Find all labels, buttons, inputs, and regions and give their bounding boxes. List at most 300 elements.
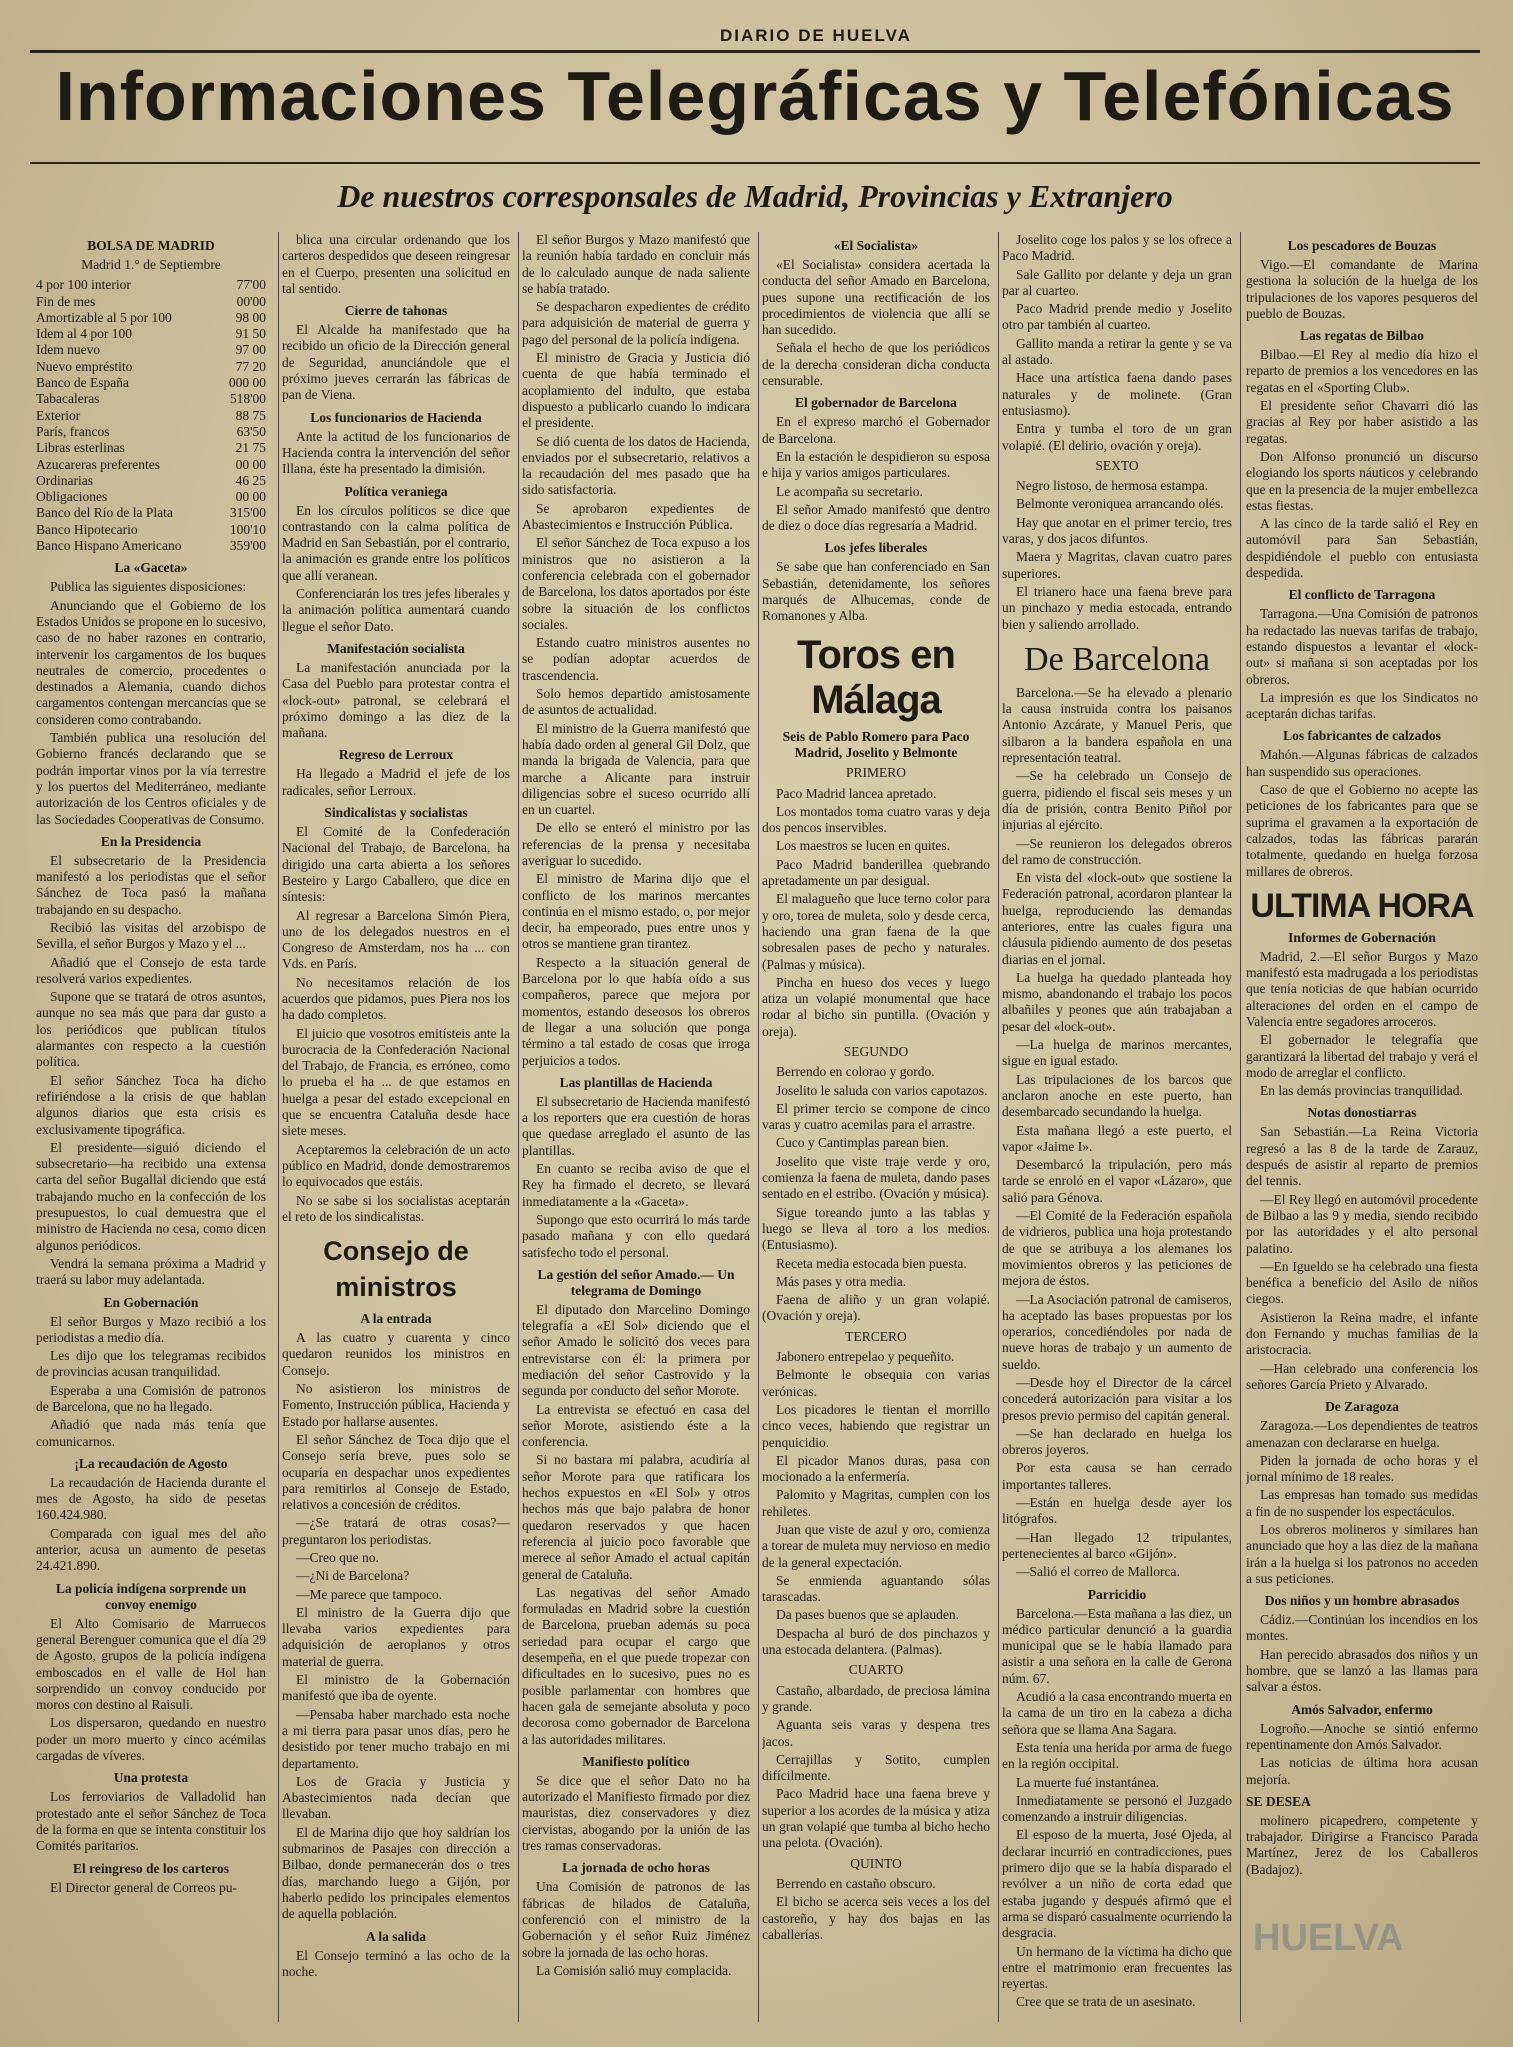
stock-name: Obligaciones (36, 489, 108, 505)
article-body (522, 1879, 750, 1979)
paragraph: La impresión es que los Sindicatos no aceptarán dichas tarifas. (1246, 689, 1478, 722)
paragraph: La muerte fué instantánea. (1016, 1774, 1160, 1790)
stock-row (36, 310, 266, 326)
paragraph: El esposo de la muerta, José Ojeda, al declarar incurrió en contradicciones, pues primero dijo que se la había disparado el revólver a un niño de corta edad que estaba jugando y después afirmó que el arma se disparó casualmente ocurriendo la desgracia. (1002, 1827, 1232, 1941)
paragraph: Conferenciarán los tres jefes liberales y la animación política aumentará cuando llegue el señor Dato. (282, 586, 510, 634)
paragraph: Se dió cuenta de los datos de Hacienda, enviados por el subsecretario, relativos a la recaudación del mes pasado que ha sido satisfactoria. (522, 433, 750, 498)
masthead (30, 24, 1480, 53)
paragraph: Joselito le saluda con varios capotazos. (776, 1082, 988, 1098)
stock-price: 100'10 (229, 521, 266, 537)
paragraph: blica una circular ordenando que los carteros despedidos que deseen reingresar en el Cuerpo, presenten una solicitud en tal sentido. (282, 232, 510, 296)
paragraph: Belmonte le obsequia con varias verónicas. (762, 1367, 990, 1399)
dateline: Madrid 1.° de Septiembre (81, 257, 221, 272)
column-5 (1002, 232, 1232, 2032)
paragraph: El señor Sánchez de Toca dijo que el Consejo sería breve, pues solo se ocuparía en despachar unos expedientes para remitirlos al Consejo de Estado, relativos a concesión de créditos. (282, 1431, 510, 1513)
paragraph: Madrid, 2.—El señor Burgos y Mazo manifestó esta madrugada a los periodistas que tenía noticias de que habían ocurrido alteraciones del orden en el campo de Valencia entre segadores arroceros. (1246, 948, 1478, 1029)
paragraph: El ministro de la Guerra manifestó que había dado orden al general Gil Dolz, que manda la brigada de Valencia, para que marche a Alicante para instruir diligencias sobre el suceso ocurrido allí en un cuartel. (522, 720, 750, 818)
paragraph: Si no bastara mi palabra, acudiría al señor Morote para que ratificara los hechos expuestos en «El Sol» y otros hechos más que bajo palabra de honor quedaron reservados y que hacen referencia al juicio poco favorable que merece al señor Amado el actual capitán general de Cataluña. (522, 1452, 750, 1582)
article-body (1246, 1418, 1478, 1587)
article-heading: La gestión del señor Amado.— Un telegrama de Domingo (537, 1266, 735, 1298)
article-body (36, 1475, 266, 1575)
stock-price: 77 20 (235, 358, 266, 374)
paragraph: Anunciando que el Gobierno de los Estados Unidos se propone en lo sucesivo, caso de no haber razones en contrario, intervenir los cargamentos de los buques neutrales de comercio, procedentes o destinados a Alemania, cuando dichos cargamentos contengan mercancías que se consideren como contrabando. (36, 597, 266, 727)
article-heading: Parricidio (1087, 1586, 1147, 1602)
stock-name: Banco del Río de la Plata (36, 505, 173, 521)
column-divider (758, 232, 759, 2022)
article-heading: SE DESEA (1246, 1793, 1311, 1809)
section-heading: De Barcelona (1024, 640, 1210, 678)
paragraph: —Han llegado 12 tripulantes, pertenecientes al barco «Gijón». (1002, 1529, 1232, 1561)
column-3 (522, 232, 750, 2032)
stock-name: Tabacaleras (36, 391, 100, 407)
stock-price: 000 00 (228, 375, 266, 391)
article-heading: Manifiesto político (582, 1753, 690, 1769)
paragraph: En el expreso marchó el Gobernador de Barcelona. (762, 414, 990, 446)
paragraph: Los obreros molineros y similares han anunciado que hoy a las diez de la mañana irán a la huelga si los patronos no acceden a sus peticiones. (1246, 1522, 1478, 1586)
article-body (36, 579, 266, 827)
stock-name: Fin de mes (36, 293, 96, 309)
paragraph: Joselito coge los palos y se los ofrece a Paco Madrid. (1002, 232, 1232, 264)
paragraph: La Comisión salió muy complacida. (536, 1962, 732, 1978)
paragraph: Inmediatamente se personó el Juzgado comenzando a instruir diligencias. (1002, 1792, 1232, 1825)
paragraph: Los picadores le tientan el morrillo cinco veces, habiendo que registrar un penquicidio. (762, 1401, 990, 1450)
paragraph: Cuco y Cantimplas parean bien. (776, 1135, 949, 1151)
article-body (282, 824, 510, 1225)
paragraph: No asistieron los ministros de Fomento, Instrucción pública, Hacienda y Estado por hallarse ausentes. (282, 1381, 510, 1429)
article-heading: La policía indígena sorprende un convoy enemigo (55, 1580, 247, 1612)
paragraph: Vendrá la semana próxima a Madrid y traerá su labor muy adelantada. (36, 1255, 266, 1288)
paragraph: Berrendo en colorao y gordo. (776, 1064, 935, 1080)
article-body (1002, 685, 1232, 1581)
paragraph: —La Asociación patronal de camiseros, ha aceptado las bases propuestas por los operarios, concediéndoles por nada de nueve horas de trabajo y un aumento de sueldo. (1002, 1291, 1232, 1372)
stock-name: Banco de España (36, 375, 129, 391)
article-heading: Manifestación socialista (327, 640, 465, 656)
classified-ad (1246, 1813, 1478, 1878)
article-body (282, 660, 510, 741)
paragraph: Hace una artística faena dando pases naturales y de molinete. (Gran entusiasmo). (1002, 370, 1232, 418)
page-headline: Informaciones Telegráficas y Telefónicas (55, 57, 1455, 135)
paragraph: El gobernador le telegrafía que garantizará la libertad del trabajo y verá el modo de arreglar el conflicto. (1246, 1032, 1478, 1080)
article-body (1246, 347, 1478, 581)
paragraph: El Alcalde ha manifestado que ha recibido un oficio de la Dirección general de Seguridad, anunciándole que el próximo jueves cerrarán las fábricas de pan de Viena. (282, 322, 510, 403)
paragraph: Paco Madrid prende medio y Joselito otro par también al cuarteo. (1002, 301, 1232, 333)
paragraph: En los círculos políticos se dice que contrastando con la calma política de Madrid en San Sebastián, por el contrario, la animación es grande entre los políticos que allí veranean. (282, 502, 510, 583)
paragraph: También publica una resolución del Gobierno francés declarando que se podrán importar vinos por la vía terrestre y los puertos del Mediterráneo, mediante autorización de los Centros oficiales y de las Sociedades Cooperativas de Consumo. (36, 730, 266, 827)
stock-price: 315'00 (229, 505, 266, 521)
paragraph: Cádiz.—Continúan los incendios en los montes. (1246, 1612, 1478, 1644)
paragraph: El señor Amado manifestó que dentro de diez o doce días regresaría a Madrid. (762, 501, 990, 534)
stock-row (36, 277, 266, 293)
paragraph: El Director general de Correos pu- (50, 1879, 238, 1895)
paragraph: Supongo que esto ocurrirá lo más tarde pasado mañana y con ello quedará satisfecho todo el personal. (522, 1211, 750, 1260)
paragraph: Más pases y otra media. (776, 1273, 907, 1289)
paragraph: Les dijo que los telegramas recibidos de provincias acusan tranquilidad. (36, 1348, 266, 1380)
article-heading: Sindicalistas y socialistas (324, 805, 468, 821)
paragraph: Los de Gracia y Justicia y Abastecimientos nada decían que llevaban. (282, 1773, 510, 1822)
paragraph: Recibió las visitas del arzobispo de Sevilla, el señor Burgos y Mazo y el ... (36, 919, 266, 952)
stock-price: 77'00 (236, 277, 266, 293)
paragraph: «El Socialista» considera acertada la conducta del señor Amado en Barcelona, pues supone una rectificación de los procedimientos de violencia que allí se han sucedido. (762, 257, 990, 338)
paragraph: —El Comité de la Federación española de vidrieros, publica una hoja protestando de que se atribuya a los alemanes los movimientos obreros y las peticiones de mejora de éstos. (1002, 1208, 1232, 1289)
paragraph: Bilbao.—El Rey al medio día hizo el reparto de premios a los vencedores en las regatas en el «Sporting Club». (1246, 347, 1478, 395)
paragraph: Pincha en hueso dos veces y luego atiza un volapié monumental que hace rodar al bicho sin puntilla. (Ovación y oreja). (762, 974, 990, 1039)
stock-row (36, 522, 266, 538)
paragraph: Los montados toma cuatro varas y deja dos pencos inservibles. (762, 803, 990, 836)
article-body (762, 1683, 990, 1852)
paragraph: Supone que se tratará de otros asuntos, aunque no sea más que para dar gusto a los periódicos que publican títulos alarmantes con respecto a la cuestión política. (36, 989, 266, 1070)
paragraph: Asistieron la Reina madre, el infante don Fernando y muchas familias de la aristocracia. (1246, 1309, 1478, 1358)
article-heading: ¡La recaudación de Agosto (74, 1455, 228, 1471)
paragraph: No necesitamos relación de los acuerdos que pidamos, pues Piera nos los ha dado completos. (282, 974, 510, 1023)
article-body (282, 1948, 510, 1981)
paragraph: —¿Ni de Barcelona? (296, 1568, 410, 1584)
stock-row (36, 538, 266, 554)
stock-row (36, 489, 266, 505)
stock-table (36, 277, 266, 554)
stock-price: 63'50 (236, 423, 266, 439)
article-subheading: Seis de Pablo Romero para Paco Madrid, Joselito y Belmonte (782, 728, 970, 760)
article-heading: «El Socialista» (833, 238, 919, 253)
paragraph: Vigo.—El comandante de Marina gestiona la solución de la huelga de los tripulaciones de los vapores pesqueros del pueblo de Bouzas. (1246, 257, 1478, 321)
paragraph: Don Alfonso pronunció un discurso elogiando los sports náuticos y celebrando que en la presencia de la mujer embellezca estas fiestas. (1246, 448, 1478, 513)
paragraph: Estando cuatro ministros ausentes no se podían adoptar acuerdos de trascendencia. (522, 635, 750, 683)
article-heading: BOLSA DE MADRID (87, 238, 215, 253)
article-heading: Una protesta (113, 1770, 189, 1786)
article-heading: En Gobernación (103, 1294, 199, 1310)
paragraph: Se dice que el señor Dato no ha autorizado el Manifiesto firmado por diez mauristas, diez conservadores y diez ciervistas, abogando por la unión de las tres ramas conservadoras. (522, 1772, 750, 1854)
paragraph: La entrevista se efectuó en casa del señor Morote, asistiendo éste a la conferencia. (522, 1401, 750, 1450)
column-6 (1246, 232, 1478, 2032)
article-heading: En la Presidencia (100, 833, 202, 849)
paragraph: Paco Madrid lancea apretado. (776, 785, 937, 801)
paragraph: —La huelga de marinos mercantes, sigue en igual estado. (1002, 1037, 1232, 1069)
paragraph: El malagueño que luce terno color para y oro, torea de muleta, solo y desde cerca, haciendo una gran faena de la que sobresalen pases de pecho y naturales. (Palmas y música). (762, 891, 990, 972)
paragraph: Maera y Magritas, clavan cuatro pares superiores. (1002, 549, 1232, 581)
article-body (282, 1330, 510, 1922)
paragraph: Respecto a la situación general de Barcelona por lo que había oído a sus compañeros, parece que mejora por momentos, estando deseosos los obreros de llegar a una solución que ponga término a tal estado de cosas que irroga perjuicios a todos. (522, 954, 750, 1068)
paragraph: Le acompaña su secretario. (776, 483, 923, 499)
paragraph: Juan que viste de azul y oro, comienza a torear de muleta muy nervioso en medio de la general expectación. (762, 1522, 990, 1570)
stock-name: Banco Hipotecario (36, 521, 138, 537)
paragraph: Cerrajillas y Sotito, cumplen difícilmente. (762, 1751, 990, 1784)
paragraph: El ministro de Marina dijo que el conflicto de los marinos mercantes continúa en el mismo estado, o, por mejor decir, ha empeorado, pues entre unos y otros se mantiene gran tirantez. (522, 871, 750, 952)
bull-label: CUARTO (848, 1662, 904, 1678)
paragraph: —Se ha celebrado un Consejo de guerra, pidiendo el fiscal seis meses y un día de prisión, contra Benito Piñol por injurias al ejército. (1002, 768, 1232, 833)
stock-row (36, 424, 266, 440)
paragraph: Esperaba a una Comisión de patronos de Barcelona, que no ha llegado. (36, 1382, 266, 1414)
paragraph: —Salió el correo de Mallorca. (1016, 1564, 1180, 1580)
paragraph: El diputado don Marcelino Domingo telegrafía a «El Sol» diciendo que el señor Amado le solicitó dos veces para entrevistarse con él: la primera por mediación del señor Castrovido y la segunda por conducto del señor Morote. (522, 1301, 750, 1399)
paragraph: Palomito y Magritas, cumplen con los rehiletes. (762, 1487, 990, 1519)
bull-label: SEXTO (1095, 457, 1139, 473)
article-body (762, 1349, 990, 1658)
stock-name: Idem al 4 por 100 (36, 326, 132, 342)
article-heading: Política veraniega (344, 483, 448, 499)
paragraph: Los dispersaron, quedando en nuestro poder un moro muerto y cinco acémilas cargadas de víveres. (36, 1715, 266, 1764)
paragraph: El Comité de la Confederación Nacional del Trabajo, de Barcelona, ha dirigido una carta abierta a los señores Besteiro y Largo Caballero, que dice en síntesis: (282, 824, 510, 905)
paragraph: Barcelona.—Esta mañana a las diez, un médico particular denunció a la guardia municipal que se le había llamado para asistir a una señora en la calle de Gerona núm. 67. (1002, 1605, 1232, 1686)
section-heading: Consejo de ministros (323, 1236, 469, 1303)
paragraph: Se enmienda aguantando sólas tarascadas. (762, 1572, 990, 1605)
paragraph: Esta mañana llegó a este puerto, el vapor «Jaime I». (1002, 1122, 1232, 1154)
column-2 (282, 232, 510, 2032)
stock-name: Exterior (36, 407, 81, 423)
paragraph: Acudió a la casa encontrando muerta en la cama de un tiro en la cabeza a dicha señora que se llama Ana Sagara. (1002, 1689, 1232, 1737)
paragraph: Por esta causa se han cerrado importantes talleres. (1002, 1460, 1232, 1492)
paragraph: —Están en huelga desde ayer los litógrafos. (1002, 1495, 1232, 1527)
paragraph: Paco Madrid banderillea quebrando apretadamente un par desigual. (762, 856, 990, 889)
paragraph: —Pensaba haber marchado esta noche a mi tierra para pasar unos días, pero he desistido por tener mucho trabajo en mi departamento. (282, 1706, 510, 1771)
column-divider (998, 232, 999, 2022)
paragraph: Desembarcó la tripulación, pero más tarde se enroló en el vapor «Lázaro», que salió para Génova. (1002, 1157, 1232, 1205)
paragraph: Cree que se trata de un asesinato. (1016, 1994, 1196, 2010)
paragraph: Publica las siguientes disposiciones: (50, 579, 247, 595)
article-heading: Las plantillas de Hacienda (559, 1074, 713, 1090)
paragraph: El señor Sánchez Toca ha dicho refiriéndose a la crisis de que hablan algunos diarios que esta crisis es exclusivamente tipográfica. (36, 1072, 266, 1137)
stock-row (36, 326, 266, 342)
stock-price: 00'00 (236, 293, 266, 309)
paragraph: El de Marina dijo que hoy saldrían los submarinos de Pasajes con dirección a Bilbao, donde permanecerán dos o tres días, marchando luego a Gijón, por haberlo pedido los principales elementos de aquella población. (282, 1824, 510, 1922)
article-heading: La jornada de ocho horas (562, 1860, 710, 1876)
article-body (36, 1616, 266, 1765)
paragraph: Berrendo en castaño obscuro. (776, 1875, 936, 1891)
stock-price: 21 75 (235, 440, 266, 456)
paragraph: Paco Madrid hace una faena breve y superior a los acordes de la música y atiza un gran volapié que tumba al bicho hecho una pelota. (Ovación). (762, 1786, 990, 1851)
column-divider (518, 232, 519, 2022)
stock-price: 97 00 (235, 342, 266, 358)
article-body (1246, 1612, 1478, 1695)
stock-price: 46 25 (235, 472, 266, 488)
article-heading: A la salida (365, 1928, 427, 1944)
paragraph: El primer tercio se compone de cinco varas y cuatro acemilas para el arrastre. (762, 1100, 990, 1133)
stock-name: Ordinarias (36, 472, 93, 488)
stock-row (36, 294, 266, 310)
article-body (282, 322, 510, 403)
article-heading: Dos niños y un hombre abrasados (1264, 1593, 1460, 1609)
paragraph: Joselito que viste traje verde y oro, comienza la faena de muleta, dando pases sentado en el estribo. (Ovación y música). (762, 1153, 990, 1202)
article-heading: Regreso de Lerroux (338, 747, 454, 763)
paragraph: molinero picapedrero, competente y trabajador. Dirigirse a Francisco Parada Martínez, Jerez de los Caballeros (Badajoz). (1246, 1812, 1478, 1877)
column-divider (1240, 232, 1241, 2022)
article-body (282, 766, 510, 799)
paragraph: Belmonte veroniquea arrancando olés. (1016, 496, 1224, 512)
paragraph: El presidente—siguió diciendo el subsecretario—ha recibido una extensa carta del señor Bugallal diciendo que está trabajando mucho en la confección de los presupuestos, lo cual demuestra que el ministro de Hacienda no cesa, como dicen algunos periódicos. (36, 1139, 266, 1253)
article-body (762, 257, 990, 389)
article-body (36, 1314, 266, 1450)
paragraph: Zaragoza.—Los dependientes de teatros amenazan con declararse en huelga. (1246, 1418, 1478, 1450)
paragraph: El bicho se acerca seis veces a los del castoreño, y hay dos bajas en las caballerías. (762, 1894, 990, 1942)
paragraph: En vista del «lock-out» que sostiene la Federación patronal, acordaron plantear la huelga, reproduciendo las demandas anteriores, entre las cuales figura una cláusula pidiendo aumento de dos pesetas diarias en el jornal. (1002, 870, 1232, 967)
column-4 (762, 232, 990, 2032)
paragraph: El subsecretario de la Presidencia manifestó a los periodistas que el señor Sánchez de Toca pasó la mañana trabajando en su despacho. (36, 852, 266, 917)
stock-price: 00 00 (235, 456, 266, 472)
paragraph: Las noticias de última hora acusan mejoría. (1246, 1755, 1478, 1787)
article-body (36, 1789, 266, 1854)
paragraph: Receta media estocada bien puesta. (776, 1255, 967, 1271)
paragraph: —Desde hoy el Director de la cárcel concederá autorización para visitar a los presos previo permiso del capitán general. (1002, 1375, 1232, 1423)
stock-name: Amortizable al 5 por 100 (36, 309, 172, 325)
paragraph: Tarragona.—Una Comisión de patronos ha redactado las nuevas tarifas de trabajo, estando dispuestos a levantar el «lock-out» si mañana si son aceptadas por los obreros. (1246, 606, 1478, 687)
paragraph: El ministro de Gracia y Justicia dió cuenta de que había terminado el acoplamiento del indulto, que estaba dispuesto a publicarlo cuando lo indicara el presidente. (522, 350, 750, 431)
article-body (282, 429, 510, 478)
article-body (1246, 606, 1478, 722)
paragraph: Aguanta seis varas y despena tres jacos. (762, 1717, 990, 1749)
article-heading: Las regatas de Bilbao (1300, 328, 1424, 344)
paragraph: Añadió que el Consejo de esta tarde resolverá varios expedientes. (36, 954, 266, 986)
bull-label: QUINTO (850, 1855, 902, 1871)
stock-row (36, 408, 266, 424)
paragraph: Barcelona.—Se ha elevado a plenario la causa instruida contra los paisanos Antonio Azcárate, y Manuel Peris, que silbaron a la bandera española en una representación teatral. (1002, 684, 1232, 766)
paragraph: —Creo que no. (296, 1550, 379, 1565)
article-body (36, 1880, 266, 1896)
headline-rule (30, 162, 1480, 164)
paragraph: La manifestación anunciada por la Casa del Pueblo para protestar contra el «lock-out» patronal, se celebrará el próximo domingo a las diez de la mañana. (282, 659, 510, 741)
paragraph: Señala el hecho de que los periódicos de la derecha consideran dicha conducta censurable. (762, 340, 990, 389)
article-body (522, 1773, 750, 1854)
article-heading: Notas donostiarras (1307, 1105, 1417, 1121)
paragraph: En la estación le despidieron su esposa e hija y varios amigos particulares. (762, 448, 990, 481)
paragraph: Caso de que el Gobierno no acepte las peticiones de los fabricantes para que se suprima el gravamen a la exportación de calzados, todas las fábricas pararán totalmente, quedando en huelga forzosa millares de obreros. (1246, 782, 1478, 879)
paragraph: A las cuatro y cuarenta y cinco quedaron reunidos los ministros en Consejo. (282, 1330, 510, 1378)
paragraph: Añadió que nada más tenía que comunicarnos. (36, 1417, 266, 1449)
paragraph: —El Rey llegó en automóvil procedente de Bilbao a las 9 y media, siendo recibido por las autoridades y el alto personal palatino. (1246, 1191, 1478, 1256)
paragraph: En cuanto se reciba aviso de que el Rey ha firmado el decreto, se llevará inmediatamente a la «Gaceta». (522, 1161, 750, 1209)
paragraph: No se sabe si los socialistas aceptarán el reto de los sindicalistas. (282, 1192, 510, 1224)
paragraph: Solo hemos departido amistosamente de asuntos de actualidad. (522, 686, 750, 718)
paragraph: Aceptaremos la celebración de un acto público en Madrid, donde demostraremos lo equivocados que estáis. (282, 1141, 510, 1190)
article-body (762, 559, 990, 624)
paragraph: El señor Sánchez de Toca expuso a los ministros que no asistieron a la conferencia celebrada con el gobernador de Barcelona, los datos aportados por éste sobre la situación de los conflictos sociales. (522, 535, 750, 632)
paragraph: Gallito manda a retirar la gente y se va al astado. (1002, 335, 1232, 368)
stock-name: 4 por 100 interior (36, 277, 131, 293)
paragraph: Sigue toreando junto a las tablas y luego se lleva al toro a los medios. (Entusiasmo). (762, 1204, 990, 1253)
paragraph: Jabonero entrepelao y pequeñito. (776, 1349, 955, 1365)
paragraph: Las negativas del señor Amado formuladas en Madrid sobre la cuestión de Barcelona, prueban además su poca seriedad para ocupar el cargo que desempeña, en el que puede tropezar con dificultades en lo sucesivo, pues no es posible parlamentar con hombres que hacen gala de semejante absoluta y poco decorosa como gobernador de Barcelona a las autoridades militares. (522, 1584, 750, 1747)
article-body (1002, 232, 1232, 454)
paragraph: El señor Burgos y Mazo recibió a los periodistas a medio día. (36, 1313, 266, 1345)
page-subheadline: De nuestros corresponsales de Madrid, Provincias y Extranjero (337, 178, 1173, 214)
article-body (1246, 1124, 1478, 1393)
article-body (762, 1876, 990, 1943)
paragraph: —En Igueldo se ha celebrado una fiesta benéfica a beneficio del Asilo de niños ciegos. (1246, 1258, 1478, 1307)
article-body (282, 232, 510, 297)
paragraph: Da pases buenos que se aplauden. (776, 1607, 959, 1623)
paragraph: Logroño.—Anoche se sintió enfermo repentinamente don Amós Salvador. (1246, 1720, 1478, 1752)
article-heading: El reingreso de los carteros (73, 1860, 229, 1876)
paragraph: En las demás provincias tranquilidad. (1260, 1083, 1463, 1099)
article-body (762, 786, 990, 1040)
paragraph: El ministro de la Guerra dijo que llevaba varios expedientes para adquisición de aeroplanos y otros material de guerra. (282, 1604, 510, 1669)
stock-row (36, 505, 266, 521)
paragraph: El picador Manos duras, pasa con mocionado a la enfermería. (762, 1452, 990, 1485)
article-body (762, 414, 990, 534)
stock-price: 88 75 (235, 407, 266, 423)
paragraph: El juicio que vosotros emitísteis ante la burocracia de la Confederación Nacional del Trabajo, de Francia, es erróneo, como lo prueba el ha ... de que estamos en huelga a pesar del estado excepcional en que se encuentra Cataluña desde hace siete meses. (282, 1025, 510, 1139)
article-body (522, 1302, 750, 1748)
paragraph: Piden la jornada de ocho horas y el jornal mínimo de 18 reales. (1246, 1452, 1478, 1485)
stock-row (36, 359, 266, 375)
article-heading: Amós Salvador, enfermo (1291, 1701, 1433, 1717)
stock-row (36, 440, 266, 456)
paragraph: El presidente señor Chavarri dió las gracias al Rey por haber asistido a las regatas. (1246, 398, 1478, 446)
article-body (522, 1094, 750, 1261)
paragraph: Un hermano de la víctima ha dicho que entre el matrimonio eran frecuentes las reyertas. (1002, 1943, 1232, 1992)
paragraph: Se despacharon expedientes de crédito para adquisición de material de guerra y pago del personal de la policía indígena. (522, 299, 750, 347)
stock-name: Nuevo empréstito (36, 358, 133, 374)
paragraph: La recaudación de Hacienda durante el mes de Agosto, ha sido de pesetas 160.424.980. (36, 1474, 266, 1523)
paragraph: Las tripulaciones de los barcos que anclaron anoche en este puerto, han desembarcado secundando la huelga. (1002, 1071, 1232, 1120)
paragraph: El trianero hace una faena breve para un pinchazo y media estocada, entrando bien y saliendo arrollado. (1002, 583, 1232, 632)
stock-row (36, 342, 266, 358)
bull-label: PRIMERO (845, 765, 906, 781)
paragraph: Los maestros se lucen en quites. (776, 838, 950, 854)
article-heading: La «Gaceta» (114, 560, 188, 576)
paragraph: Negro listoso, de hermosa estampa. (1016, 478, 1208, 494)
paragraph: Mahón.—Algunas fábricas de calzados han suspendido sus operaciones. (1246, 747, 1478, 779)
paragraph: Una Comisión de patronos de las fábricas de hilados de Cataluña, conferenció con el ministro de la Gobernación y el señor Ruiz Jiménez sobre la jornada de las ocho horas. (522, 1879, 750, 1960)
paragraph: Sale Gallito por delante y deja un gran par al cuarteo. (1002, 266, 1232, 298)
paragraph: Se sabe que han conferenciado en San Sebastián, detenidamente, los señores marqués de Alhucemas, conde de Romanones y Alba. (762, 559, 990, 624)
paragraph: Comparada con igual mes del año anterior, acusa un aumento de pesetas 24.421.890. (36, 1525, 266, 1574)
article-body (1002, 1606, 1232, 2011)
article-body (522, 232, 750, 1069)
stock-row (36, 473, 266, 489)
paragraph: Al regresar a Barcelona Simón Piera, uno de los delegados nuestros en el Congreso de Amsterdam, nos ha ... con Vds. en París. (282, 907, 510, 972)
stock-name: Libras esterlinas (36, 440, 125, 456)
stock-name: Idem nuevo (36, 342, 101, 358)
article-body (1002, 478, 1232, 633)
article-heading: El gobernador de Barcelona (795, 395, 957, 411)
column-1 (36, 232, 266, 2032)
paragraph: El ministro de la Gobernación manifestó que iba de oyente. (282, 1672, 510, 1704)
paragraph: —¿Se tratará de otras cosas?—preguntaron los periodistas. (282, 1515, 510, 1547)
article-heading: Informes de Gobernación (1288, 929, 1436, 945)
paragraph: Han perecido abrasados dos niños y un hombre, que se lanzó a las llamas para salvar a éstos. (1246, 1646, 1478, 1695)
article-body (282, 503, 510, 635)
paragraph: El Alto Comisario de Marruecos general Berenguer comunica que el día 29 de Agosto, grupos de la policía indígena emboscados en el valle de Hol han sorprendido un convoy conducido por moros con destino al Raisuli. (36, 1615, 266, 1713)
paragraph: Los ferroviarios de Valladolid han protestado ante el señor Sánchez de Toca de la forma en que se intenta constituir los Comités paritarios. (36, 1789, 266, 1854)
paragraph: Faena de aliño y un gran volapié. (Ovación y oreja). (762, 1292, 990, 1324)
column-divider (278, 232, 279, 2022)
article-heading: Los pescadores de Bouzas (1287, 238, 1437, 253)
article-body (1246, 747, 1478, 879)
article-heading: Los fabricantes de calzados (1283, 728, 1441, 744)
stock-price: 98 00 (235, 309, 266, 325)
section-heading: ULTIMA HORA (1250, 886, 1474, 925)
article-body (1246, 1721, 1478, 1788)
paragraph: A las cinco de la tarde salió el Rey en automóvil para San Sebastián, despidiéndole el pueblo con entusiasta despedida. (1246, 516, 1478, 581)
stock-price: 359'00 (229, 538, 266, 554)
paragraph: Las empresas han tomado sus medidas a fin de no suspender los espectáculos. (1246, 1487, 1478, 1519)
paragraph: El subsecretario de Hacienda manifestó a los reporters que era cuestión de horas que quedase arreglado el asunto de las plantillas. (522, 1093, 750, 1158)
article-body (1246, 257, 1478, 322)
archive-watermark: HUELVA (1253, 1917, 1404, 1959)
article-heading: Los jefes liberales (824, 540, 928, 556)
paragraph: Se aprobaron expedientes de Abastecimientos e Instrucción Pública. (522, 500, 750, 533)
paragraph: Castaño, albardado, de preciosa lámina y grande. (762, 1682, 990, 1714)
paragraph: La huelga ha quedado planteada hoy mismo, abandonando el trabajo los pocos albañiles y peones que aún trabajaban a pesar del «lock-out». (1002, 969, 1232, 1034)
article-body (1246, 949, 1478, 1100)
article-heading: Los funcionarios de Hacienda (310, 409, 482, 425)
stock-name: París, francos (36, 423, 110, 439)
paper-name: DIARIO DE HUELVA (720, 26, 912, 45)
stock-row (36, 375, 266, 391)
bull-label: TERCERO (845, 1328, 907, 1344)
article-body (36, 853, 266, 1289)
article-heading: El conflicto de Tarragona (1288, 587, 1436, 603)
bull-label: SEGUNDO (843, 1043, 909, 1059)
paragraph: —Me parece que tampoco. (296, 1586, 443, 1602)
